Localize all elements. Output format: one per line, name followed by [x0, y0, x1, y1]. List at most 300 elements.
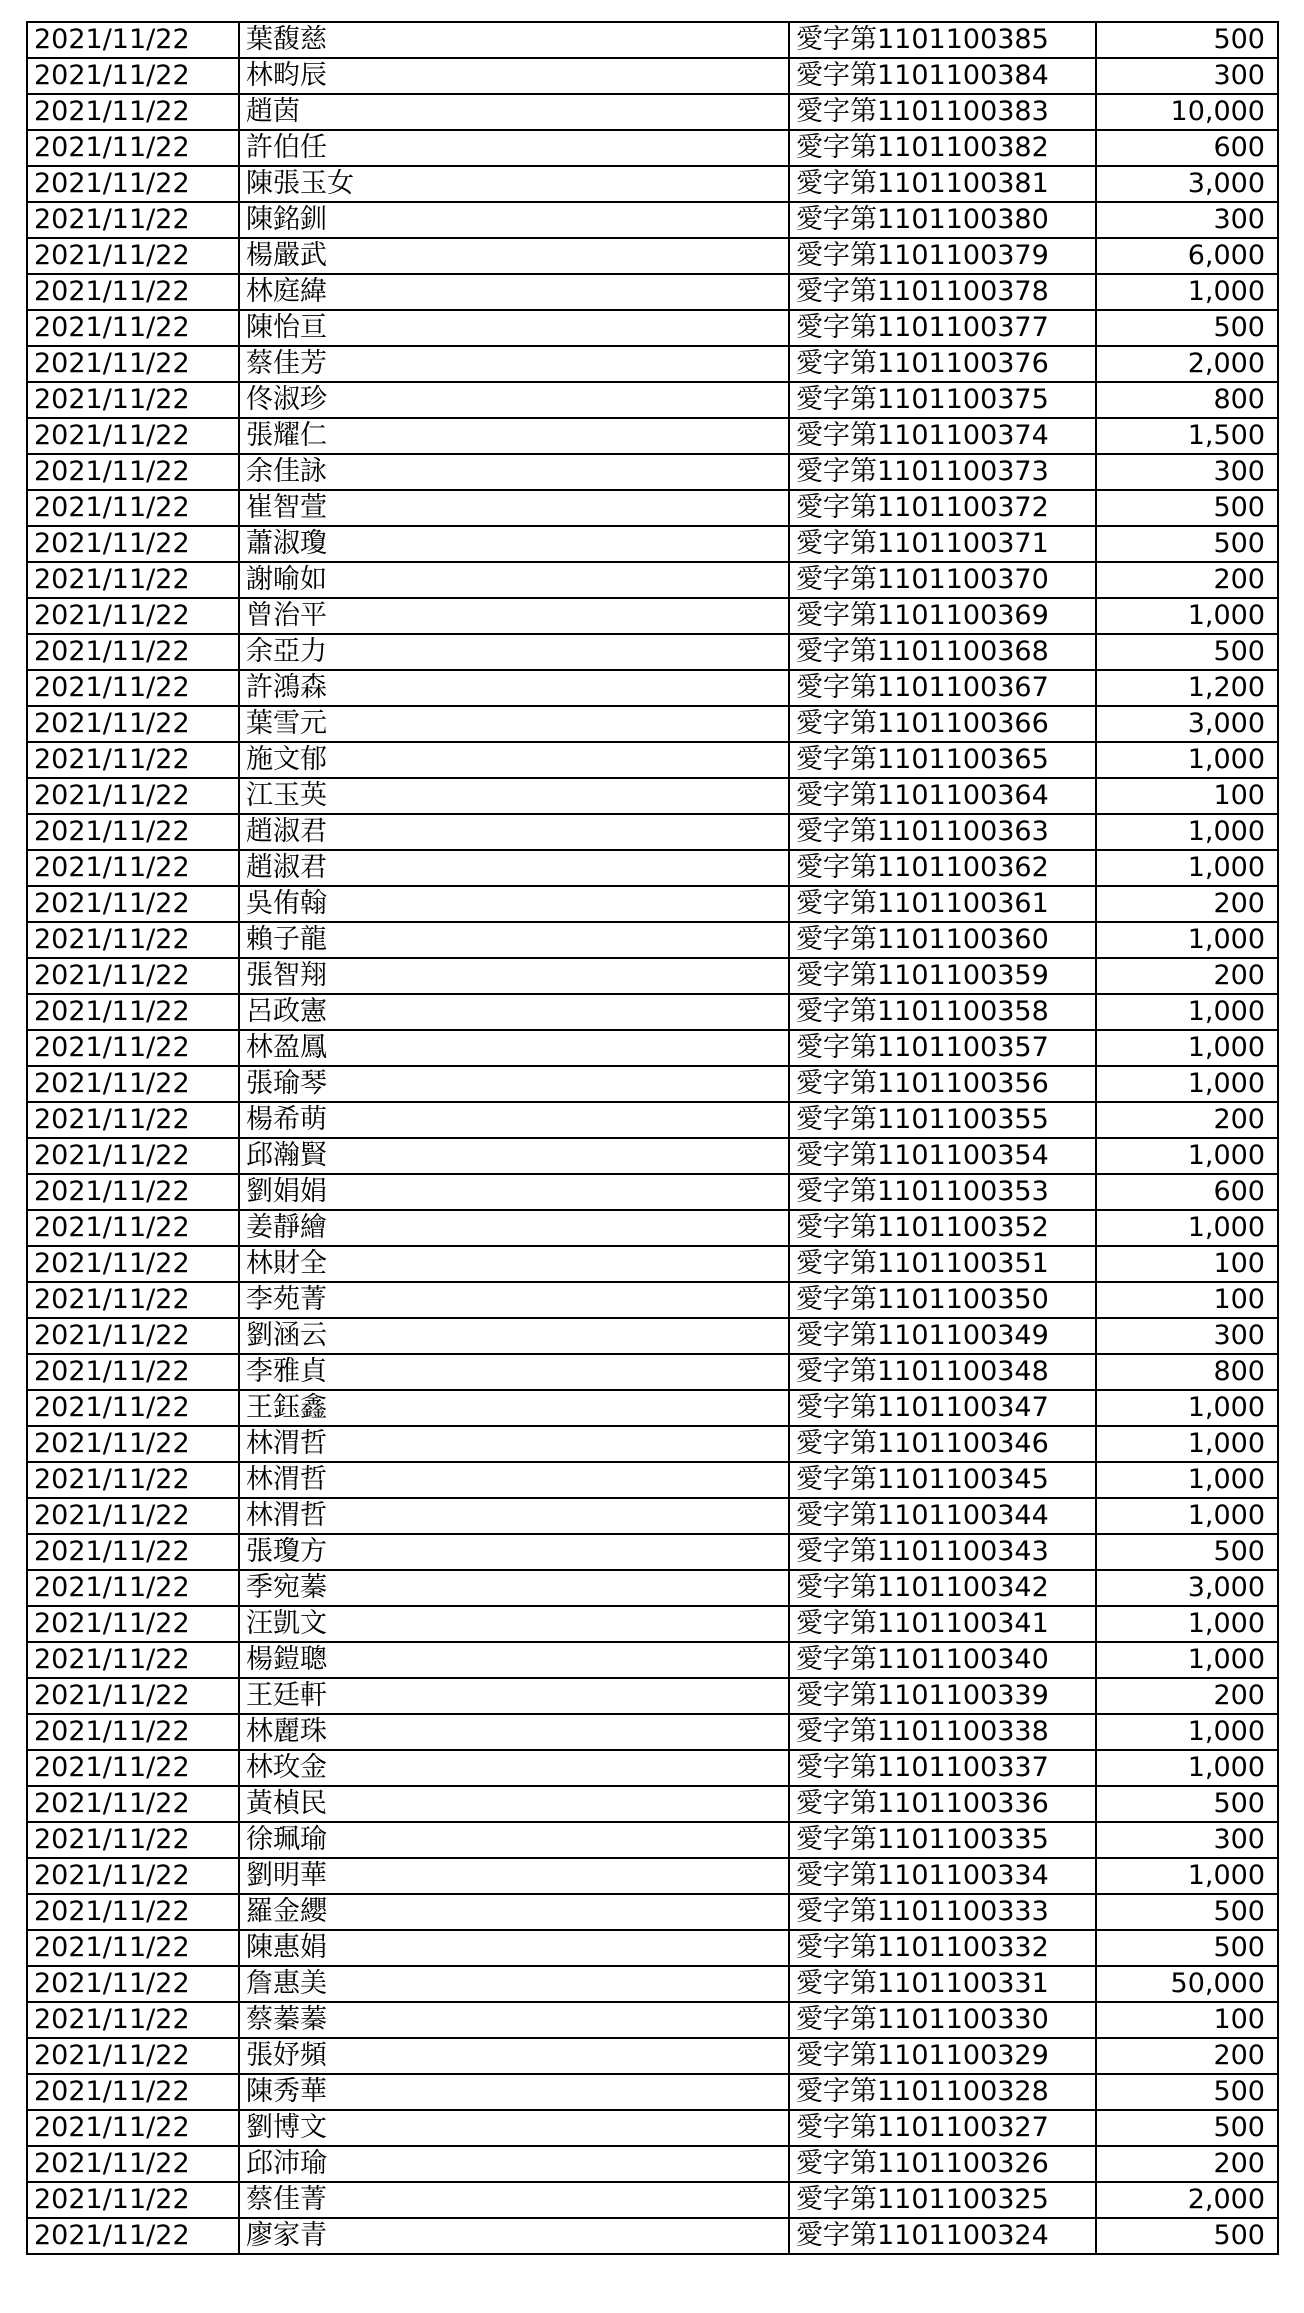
- amount-cell: 10,000: [1096, 94, 1278, 130]
- receipt-number-cell: 愛字第1101100367: [789, 670, 1096, 706]
- table-row: [27, 2002, 1278, 2038]
- date-cell: 2021/11/22: [27, 742, 239, 778]
- donor-name-cell: 姜靜繪: [239, 1210, 789, 1246]
- table-row: [27, 274, 1278, 310]
- date-cell: 2021/11/22: [27, 1894, 239, 1930]
- date-cell: 2021/11/22: [27, 1426, 239, 1462]
- donor-name-cell: 余佳詠: [239, 454, 789, 490]
- donor-name-cell: 江玉英: [239, 778, 789, 814]
- date-cell: 2021/11/22: [27, 310, 239, 346]
- donor-name-cell: 許鴻森: [239, 670, 789, 706]
- donor-name-cell: 林畇辰: [239, 58, 789, 94]
- date-cell: 2021/11/22: [27, 202, 239, 238]
- table-row: [27, 1246, 1278, 1282]
- receipt-number-cell: 愛字第1101100340: [789, 1642, 1096, 1678]
- date-cell: 2021/11/22: [27, 670, 239, 706]
- table-row: [27, 1642, 1278, 1678]
- amount-cell: 1,000: [1096, 1498, 1278, 1534]
- date-cell: 2021/11/22: [27, 1606, 239, 1642]
- donor-name-cell: 謝喻如: [239, 562, 789, 598]
- donor-name-cell: 蔡蓁蓁: [239, 2002, 789, 2038]
- table-row: [27, 1426, 1278, 1462]
- donor-name-cell: 邱瀚賢: [239, 1138, 789, 1174]
- receipt-number-cell: 愛字第1101100379: [789, 238, 1096, 274]
- amount-cell: 500: [1096, 1786, 1278, 1822]
- table-row: [27, 526, 1278, 562]
- date-cell: 2021/11/22: [27, 166, 239, 202]
- amount-cell: 500: [1096, 2218, 1278, 2254]
- amount-cell: 300: [1096, 202, 1278, 238]
- amount-cell: 800: [1096, 382, 1278, 418]
- donor-name-cell: 林盈鳳: [239, 1030, 789, 1066]
- donor-name-cell: 趙淑君: [239, 850, 789, 886]
- donor-name-cell: 徐珮瑜: [239, 1822, 789, 1858]
- table-row: [27, 130, 1278, 166]
- receipt-number-cell: 愛字第1101100365: [789, 742, 1096, 778]
- amount-cell: 1,000: [1096, 994, 1278, 1030]
- receipt-number-cell: 愛字第1101100328: [789, 2074, 1096, 2110]
- donor-name-cell: 吳侑翰: [239, 886, 789, 922]
- amount-cell: 1,000: [1096, 1858, 1278, 1894]
- donor-name-cell: 劉明華: [239, 1858, 789, 1894]
- receipt-number-cell: 愛字第1101100336: [789, 1786, 1096, 1822]
- donor-name-cell: 林渭哲: [239, 1426, 789, 1462]
- table-row: [27, 1102, 1278, 1138]
- table-row: [27, 238, 1278, 274]
- date-cell: 2021/11/22: [27, 22, 239, 58]
- date-cell: 2021/11/22: [27, 1966, 239, 2002]
- table-row: [27, 2110, 1278, 2146]
- receipt-number-cell: 愛字第1101100381: [789, 166, 1096, 202]
- donor-name-cell: 羅金纓: [239, 1894, 789, 1930]
- amount-cell: 200: [1096, 562, 1278, 598]
- receipt-number-cell: 愛字第1101100360: [789, 922, 1096, 958]
- amount-cell: 300: [1096, 58, 1278, 94]
- table-row: [27, 1966, 1278, 2002]
- donor-name-cell: 葉馥慈: [239, 22, 789, 58]
- table-row: [27, 2038, 1278, 2074]
- amount-cell: 200: [1096, 958, 1278, 994]
- date-cell: 2021/11/22: [27, 1390, 239, 1426]
- date-cell: 2021/11/22: [27, 2218, 239, 2254]
- receipt-number-cell: 愛字第1101100326: [789, 2146, 1096, 2182]
- table-row: [27, 490, 1278, 526]
- donor-name-cell: 陳怡亘: [239, 310, 789, 346]
- date-cell: 2021/11/22: [27, 1570, 239, 1606]
- table-row: [27, 1786, 1278, 1822]
- amount-cell: 300: [1096, 1318, 1278, 1354]
- amount-cell: 1,000: [1096, 814, 1278, 850]
- receipt-number-cell: 愛字第1101100352: [789, 1210, 1096, 1246]
- date-cell: 2021/11/22: [27, 454, 239, 490]
- date-cell: 2021/11/22: [27, 1030, 239, 1066]
- donor-name-cell: 張智翔: [239, 958, 789, 994]
- donor-name-cell: 林渭哲: [239, 1498, 789, 1534]
- receipt-number-cell: 愛字第1101100324: [789, 2218, 1096, 2254]
- amount-cell: 500: [1096, 1930, 1278, 1966]
- receipt-number-cell: 愛字第1101100351: [789, 1246, 1096, 1282]
- amount-cell: 500: [1096, 634, 1278, 670]
- amount-cell: 6,000: [1096, 238, 1278, 274]
- date-cell: 2021/11/22: [27, 994, 239, 1030]
- date-cell: 2021/11/22: [27, 814, 239, 850]
- table-row: [27, 598, 1278, 634]
- receipt-number-cell: 愛字第1101100376: [789, 346, 1096, 382]
- table-row: [27, 706, 1278, 742]
- table-row: [27, 1894, 1278, 1930]
- table-row: [27, 1606, 1278, 1642]
- date-cell: 2021/11/22: [27, 922, 239, 958]
- receipt-number-cell: 愛字第1101100358: [789, 994, 1096, 1030]
- receipt-number-cell: 愛字第1101100325: [789, 2182, 1096, 2218]
- date-cell: 2021/11/22: [27, 2182, 239, 2218]
- date-cell: 2021/11/22: [27, 1678, 239, 1714]
- amount-cell: 1,000: [1096, 922, 1278, 958]
- date-cell: 2021/11/22: [27, 1246, 239, 1282]
- date-cell: 2021/11/22: [27, 2038, 239, 2074]
- table-row: [27, 742, 1278, 778]
- donor-name-cell: 崔智萱: [239, 490, 789, 526]
- date-cell: 2021/11/22: [27, 1822, 239, 1858]
- donor-name-cell: 邱沛瑜: [239, 2146, 789, 2182]
- amount-cell: 500: [1096, 22, 1278, 58]
- date-cell: 2021/11/22: [27, 1138, 239, 1174]
- table-row: [27, 958, 1278, 994]
- table-row: [27, 634, 1278, 670]
- date-cell: 2021/11/22: [27, 958, 239, 994]
- table-row: [27, 994, 1278, 1030]
- donor-name-cell: 許伯任: [239, 130, 789, 166]
- amount-cell: 3,000: [1096, 1570, 1278, 1606]
- donor-name-cell: 林庭緯: [239, 274, 789, 310]
- donor-name-cell: 李苑菁: [239, 1282, 789, 1318]
- receipt-number-cell: 愛字第1101100374: [789, 418, 1096, 454]
- amount-cell: 2,000: [1096, 346, 1278, 382]
- table-row: [27, 22, 1278, 58]
- table-row: [27, 1318, 1278, 1354]
- amount-cell: 500: [1096, 490, 1278, 526]
- date-cell: 2021/11/22: [27, 634, 239, 670]
- amount-cell: 300: [1096, 1822, 1278, 1858]
- date-cell: 2021/11/22: [27, 346, 239, 382]
- donor-name-cell: 趙茵: [239, 94, 789, 130]
- amount-cell: 1,000: [1096, 1030, 1278, 1066]
- donor-name-cell: 汪凱文: [239, 1606, 789, 1642]
- date-cell: 2021/11/22: [27, 94, 239, 130]
- receipt-number-cell: 愛字第1101100331: [789, 1966, 1096, 2002]
- receipt-number-cell: 愛字第1101100357: [789, 1030, 1096, 1066]
- receipt-number-cell: 愛字第1101100366: [789, 706, 1096, 742]
- receipt-number-cell: 愛字第1101100356: [789, 1066, 1096, 1102]
- table-row: [27, 922, 1278, 958]
- receipt-number-cell: 愛字第1101100380: [789, 202, 1096, 238]
- date-cell: 2021/11/22: [27, 1750, 239, 1786]
- receipt-number-cell: 愛字第1101100370: [789, 562, 1096, 598]
- receipt-number-cell: 愛字第1101100382: [789, 130, 1096, 166]
- table-row: [27, 1066, 1278, 1102]
- amount-cell: 200: [1096, 886, 1278, 922]
- table-row: [27, 1462, 1278, 1498]
- date-cell: 2021/11/22: [27, 1642, 239, 1678]
- donor-name-cell: 蕭淑瓊: [239, 526, 789, 562]
- table-row: [27, 1210, 1278, 1246]
- table-row: [27, 1498, 1278, 1534]
- table-row: [27, 2218, 1278, 2254]
- table-row: [27, 166, 1278, 202]
- donor-name-cell: 賴子龍: [239, 922, 789, 958]
- date-cell: 2021/11/22: [27, 886, 239, 922]
- receipt-number-cell: 愛字第1101100332: [789, 1930, 1096, 1966]
- donor-name-cell: 王鈺鑫: [239, 1390, 789, 1426]
- amount-cell: 200: [1096, 1102, 1278, 1138]
- amount-cell: 500: [1096, 2110, 1278, 2146]
- donor-name-cell: 陳惠娟: [239, 1930, 789, 1966]
- receipt-number-cell: 愛字第1101100334: [789, 1858, 1096, 1894]
- date-cell: 2021/11/22: [27, 562, 239, 598]
- receipt-number-cell: 愛字第1101100359: [789, 958, 1096, 994]
- donor-name-cell: 張瑜琴: [239, 1066, 789, 1102]
- table-row: [27, 94, 1278, 130]
- table-row: [27, 2146, 1278, 2182]
- amount-cell: 1,000: [1096, 1210, 1278, 1246]
- date-cell: 2021/11/22: [27, 382, 239, 418]
- donor-name-cell: 詹惠美: [239, 1966, 789, 2002]
- amount-cell: 1,000: [1096, 1066, 1278, 1102]
- amount-cell: 500: [1096, 2074, 1278, 2110]
- donor-name-cell: 張妤頻: [239, 2038, 789, 2074]
- amount-cell: 200: [1096, 2146, 1278, 2182]
- date-cell: 2021/11/22: [27, 1318, 239, 1354]
- receipt-number-cell: 愛字第1101100372: [789, 490, 1096, 526]
- date-cell: 2021/11/22: [27, 418, 239, 454]
- donor-name-cell: 楊希萌: [239, 1102, 789, 1138]
- table-row: [27, 1822, 1278, 1858]
- receipt-number-cell: 愛字第1101100344: [789, 1498, 1096, 1534]
- donor-name-cell: 陳銘釧: [239, 202, 789, 238]
- amount-cell: 1,000: [1096, 274, 1278, 310]
- amount-cell: 1,000: [1096, 1138, 1278, 1174]
- amount-cell: 100: [1096, 1282, 1278, 1318]
- table-row: [27, 1534, 1278, 1570]
- date-cell: 2021/11/22: [27, 1102, 239, 1138]
- receipt-number-cell: 愛字第1101100337: [789, 1750, 1096, 1786]
- donor-name-cell: 佟淑珍: [239, 382, 789, 418]
- amount-cell: 50,000: [1096, 1966, 1278, 2002]
- donor-name-cell: 蔡佳菁: [239, 2182, 789, 2218]
- table-row: [27, 562, 1278, 598]
- donor-name-cell: 陳秀華: [239, 2074, 789, 2110]
- date-cell: 2021/11/22: [27, 1786, 239, 1822]
- amount-cell: 500: [1096, 526, 1278, 562]
- receipt-number-cell: 愛字第1101100373: [789, 454, 1096, 490]
- receipt-number-cell: 愛字第1101100335: [789, 1822, 1096, 1858]
- receipt-number-cell: 愛字第1101100345: [789, 1462, 1096, 1498]
- donor-name-cell: 趙淑君: [239, 814, 789, 850]
- donor-name-cell: 廖家青: [239, 2218, 789, 2254]
- table-row: [27, 418, 1278, 454]
- amount-cell: 800: [1096, 1354, 1278, 1390]
- receipt-number-cell: 愛字第1101100329: [789, 2038, 1096, 2074]
- date-cell: 2021/11/22: [27, 778, 239, 814]
- donor-name-cell: 林渭哲: [239, 1462, 789, 1498]
- date-cell: 2021/11/22: [27, 490, 239, 526]
- amount-cell: 1,000: [1096, 1606, 1278, 1642]
- amount-cell: 1,000: [1096, 742, 1278, 778]
- receipt-number-cell: 愛字第1101100343: [789, 1534, 1096, 1570]
- receipt-number-cell: 愛字第1101100339: [789, 1678, 1096, 1714]
- donor-name-cell: 葉雪元: [239, 706, 789, 742]
- receipt-number-cell: 愛字第1101100384: [789, 58, 1096, 94]
- table-row: [27, 382, 1278, 418]
- table-row: [27, 58, 1278, 94]
- date-cell: 2021/11/22: [27, 1174, 239, 1210]
- receipt-number-cell: 愛字第1101100361: [789, 886, 1096, 922]
- date-cell: 2021/11/22: [27, 1858, 239, 1894]
- donor-name-cell: 林財全: [239, 1246, 789, 1282]
- amount-cell: 600: [1096, 1174, 1278, 1210]
- table-row: [27, 2074, 1278, 2110]
- amount-cell: 500: [1096, 310, 1278, 346]
- date-cell: 2021/11/22: [27, 1354, 239, 1390]
- receipt-number-cell: 愛字第1101100355: [789, 1102, 1096, 1138]
- donor-name-cell: 黃楨民: [239, 1786, 789, 1822]
- amount-cell: 1,000: [1096, 1642, 1278, 1678]
- table-row: [27, 886, 1278, 922]
- receipt-number-cell: 愛字第1101100364: [789, 778, 1096, 814]
- receipt-number-cell: 愛字第1101100338: [789, 1714, 1096, 1750]
- date-cell: 2021/11/22: [27, 706, 239, 742]
- receipt-number-cell: 愛字第1101100346: [789, 1426, 1096, 1462]
- receipt-number-cell: 愛字第1101100385: [789, 22, 1096, 58]
- table-row: [27, 346, 1278, 382]
- amount-cell: 1,000: [1096, 1390, 1278, 1426]
- date-cell: 2021/11/22: [27, 130, 239, 166]
- receipt-number-cell: 愛字第1101100354: [789, 1138, 1096, 1174]
- receipt-number-cell: 愛字第1101100378: [789, 274, 1096, 310]
- donor-name-cell: 林麗珠: [239, 1714, 789, 1750]
- donor-name-cell: 劉娟娟: [239, 1174, 789, 1210]
- amount-cell: 1,000: [1096, 598, 1278, 634]
- date-cell: 2021/11/22: [27, 1714, 239, 1750]
- table-row: [27, 1174, 1278, 1210]
- amount-cell: 300: [1096, 454, 1278, 490]
- date-cell: 2021/11/22: [27, 1498, 239, 1534]
- table-row: [27, 1138, 1278, 1174]
- date-cell: 2021/11/22: [27, 2074, 239, 2110]
- amount-cell: 200: [1096, 2038, 1278, 2074]
- date-cell: 2021/11/22: [27, 1210, 239, 1246]
- receipt-number-cell: 愛字第1101100369: [789, 598, 1096, 634]
- receipt-number-cell: 愛字第1101100368: [789, 634, 1096, 670]
- donor-name-cell: 楊嚴武: [239, 238, 789, 274]
- table-row: [27, 310, 1278, 346]
- receipt-number-cell: 愛字第1101100330: [789, 2002, 1096, 2038]
- receipt-number-cell: 愛字第1101100349: [789, 1318, 1096, 1354]
- table-row: [27, 670, 1278, 706]
- amount-cell: 500: [1096, 1894, 1278, 1930]
- receipt-number-cell: 愛字第1101100383: [789, 94, 1096, 130]
- donor-name-cell: 曾治平: [239, 598, 789, 634]
- receipt-number-cell: 愛字第1101100347: [789, 1390, 1096, 1426]
- date-cell: 2021/11/22: [27, 1066, 239, 1102]
- table-row: [27, 1390, 1278, 1426]
- donor-name-cell: 劉博文: [239, 2110, 789, 2146]
- donor-name-cell: 林玫金: [239, 1750, 789, 1786]
- amount-cell: 1,000: [1096, 1750, 1278, 1786]
- amount-cell: 1,000: [1096, 1714, 1278, 1750]
- donor-name-cell: 季宛蓁: [239, 1570, 789, 1606]
- table-row: [27, 1570, 1278, 1606]
- table-row: [27, 1354, 1278, 1390]
- receipt-number-cell: 愛字第1101100353: [789, 1174, 1096, 1210]
- table-row: [27, 1714, 1278, 1750]
- date-cell: 2021/11/22: [27, 850, 239, 886]
- date-cell: 2021/11/22: [27, 1462, 239, 1498]
- date-cell: 2021/11/22: [27, 1930, 239, 1966]
- donation-table: [26, 21, 1279, 2255]
- date-cell: 2021/11/22: [27, 2002, 239, 2038]
- date-cell: 2021/11/22: [27, 1534, 239, 1570]
- table-row: [27, 2182, 1278, 2218]
- amount-cell: 100: [1096, 778, 1278, 814]
- table-row: [27, 202, 1278, 238]
- donor-name-cell: 施文郁: [239, 742, 789, 778]
- date-cell: 2021/11/22: [27, 1282, 239, 1318]
- date-cell: 2021/11/22: [27, 238, 239, 274]
- table-row: [27, 1678, 1278, 1714]
- table-row: [27, 778, 1278, 814]
- receipt-number-cell: 愛字第1101100341: [789, 1606, 1096, 1642]
- receipt-number-cell: 愛字第1101100350: [789, 1282, 1096, 1318]
- date-cell: 2021/11/22: [27, 2110, 239, 2146]
- amount-cell: 100: [1096, 1246, 1278, 1282]
- donor-name-cell: 王廷軒: [239, 1678, 789, 1714]
- amount-cell: 1,000: [1096, 1462, 1278, 1498]
- amount-cell: 500: [1096, 1534, 1278, 1570]
- table-row: [27, 850, 1278, 886]
- receipt-number-cell: 愛字第1101100371: [789, 526, 1096, 562]
- table-row: [27, 814, 1278, 850]
- date-cell: 2021/11/22: [27, 598, 239, 634]
- amount-cell: 200: [1096, 1678, 1278, 1714]
- receipt-number-cell: 愛字第1101100377: [789, 310, 1096, 346]
- table-body: [27, 22, 1278, 2254]
- donor-name-cell: 蔡佳芳: [239, 346, 789, 382]
- donor-name-cell: 陳張玉女: [239, 166, 789, 202]
- donor-name-cell: 劉涵云: [239, 1318, 789, 1354]
- receipt-number-cell: 愛字第1101100342: [789, 1570, 1096, 1606]
- table-row: [27, 454, 1278, 490]
- receipt-number-cell: 愛字第1101100327: [789, 2110, 1096, 2146]
- date-cell: 2021/11/22: [27, 526, 239, 562]
- donor-name-cell: 楊鎧聰: [239, 1642, 789, 1678]
- table-row: [27, 1282, 1278, 1318]
- amount-cell: 1,000: [1096, 850, 1278, 886]
- donor-name-cell: 李雅貞: [239, 1354, 789, 1390]
- donor-name-cell: 余亞力: [239, 634, 789, 670]
- amount-cell: 1,000: [1096, 1426, 1278, 1462]
- amount-cell: 1,500: [1096, 418, 1278, 454]
- table-row: [27, 1930, 1278, 1966]
- table-row: [27, 1750, 1278, 1786]
- table-row: [27, 1030, 1278, 1066]
- receipt-number-cell: 愛字第1101100348: [789, 1354, 1096, 1390]
- receipt-number-cell: 愛字第1101100363: [789, 814, 1096, 850]
- receipt-number-cell: 愛字第1101100333: [789, 1894, 1096, 1930]
- amount-cell: 100: [1096, 2002, 1278, 2038]
- date-cell: 2021/11/22: [27, 274, 239, 310]
- donor-name-cell: 呂政憲: [239, 994, 789, 1030]
